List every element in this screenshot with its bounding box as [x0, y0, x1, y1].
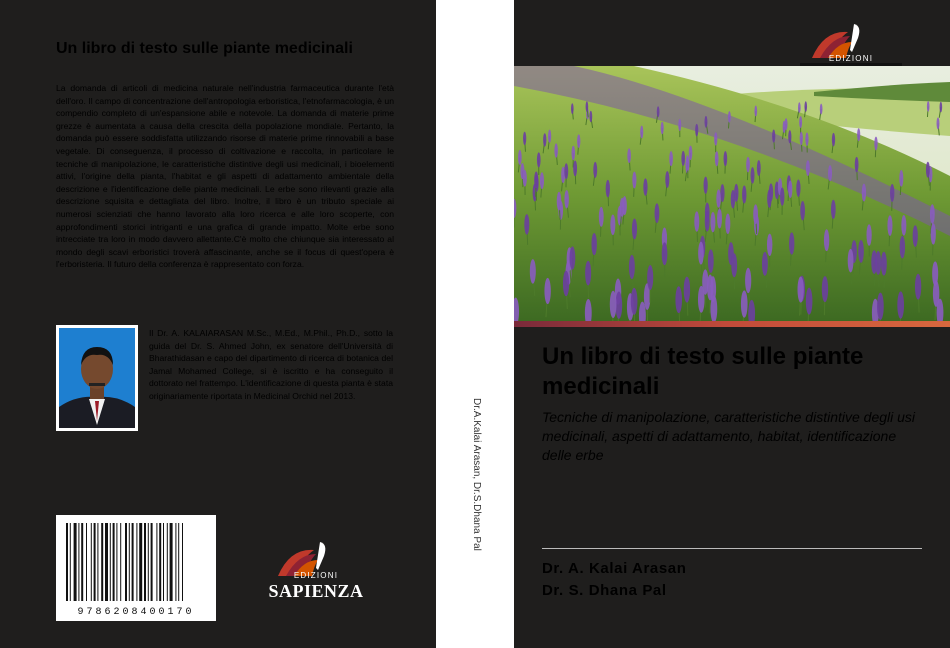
author-bio: Il Dr. A. KALAIARASAN M.Sc., M.Ed., M.Phil., Ph.D., sotto la guida del Dr. S. Ahmed John, ex senatore dell'Università di Bharathidasan e capo del dipartimento di ricerca di botanica del Jamal Mohamed College, si è iscritto e ha conseguito il dottorato nel frattempo. L'identificazione di questa pianta è stata originariamente riportata in Medicinal Orchid nel 2013.	[149, 328, 393, 401]
front-subtitle: Tecniche di manipolazione, caratteristiche distintive degli usi medicinali, aspetti di adattamento, habitat, identificazione delle erbe	[542, 409, 916, 463]
lavender-field-photo	[514, 66, 950, 322]
divider	[542, 548, 922, 549]
back-cover-title: Un libro di testo sulle piante medicinali	[56, 40, 353, 57]
barcode	[56, 515, 216, 621]
publisher-edizioni: EDIZIONI	[293, 571, 339, 580]
author-name: Dr. S. Dhana Pal	[542, 582, 667, 599]
back-cover-description: La domanda di articoli di medicina naturale nell'industria farmaceutica durante l'età dell'oro. Il campo di concentrazione dell'antropologia erboristica, l'etnofarmacologia, è un compendio completo di un'espansione abile e notevole. La domanda di materie prime grezze è aumentata a causa della crescita della popolazione mondiale. Pertanto, la domanda può essere soddisfatta utilizzando risorse di materie prime rinnovabili a base vegetale. Di conseguenza, il processo di coltivazione e raccolta, in particolare le tecniche di manipolazione, le caratteristiche distintive degli usi medicinali, i bioelementi attivi, l'origine della pianta, l'habitat e gli aspetti di adattamento ambientale della descrizione e l'identificazione delle piante medicinali. Le erbe sono rilevanti grazie alla descrizione squisita e dettagliata del libro. Inoltre, il libro è un tributo speciale ai numerosi scienziati che hanno lavorato alla loro ricerca e alle loro scoperte, con approfondimenti storici intriganti e una grafica di grande impatto. Molte erbe sono intrecciate tra loro in modo davvero allettante.C'è molto che chiunque sia interessato al mondo degli scavi erboristici troverà affascinante, anche se il focus di quest'opera è l'erboristeria. Il futuro della conferenza è rappresentato con forza.	[56, 83, 394, 270]
author-photo	[56, 325, 138, 431]
front-title: Un libro di testo sulle piante medicinali	[542, 343, 864, 400]
spine-text-container	[460, 398, 490, 588]
publisher-name: SAPIENZA	[268, 581, 364, 601]
spine-authors: Dr.A.Kalai Arasan, Dr.S.Dhana Pal	[471, 398, 482, 551]
publisher-edizioni: EDIZIONI	[828, 54, 874, 63]
accent-stripe	[514, 321, 950, 327]
author-name: Dr. A. Kalai Arasan	[542, 560, 687, 577]
barcode-number: 9786208400170	[77, 607, 195, 618]
back-publisher-logo	[264, 540, 368, 602]
